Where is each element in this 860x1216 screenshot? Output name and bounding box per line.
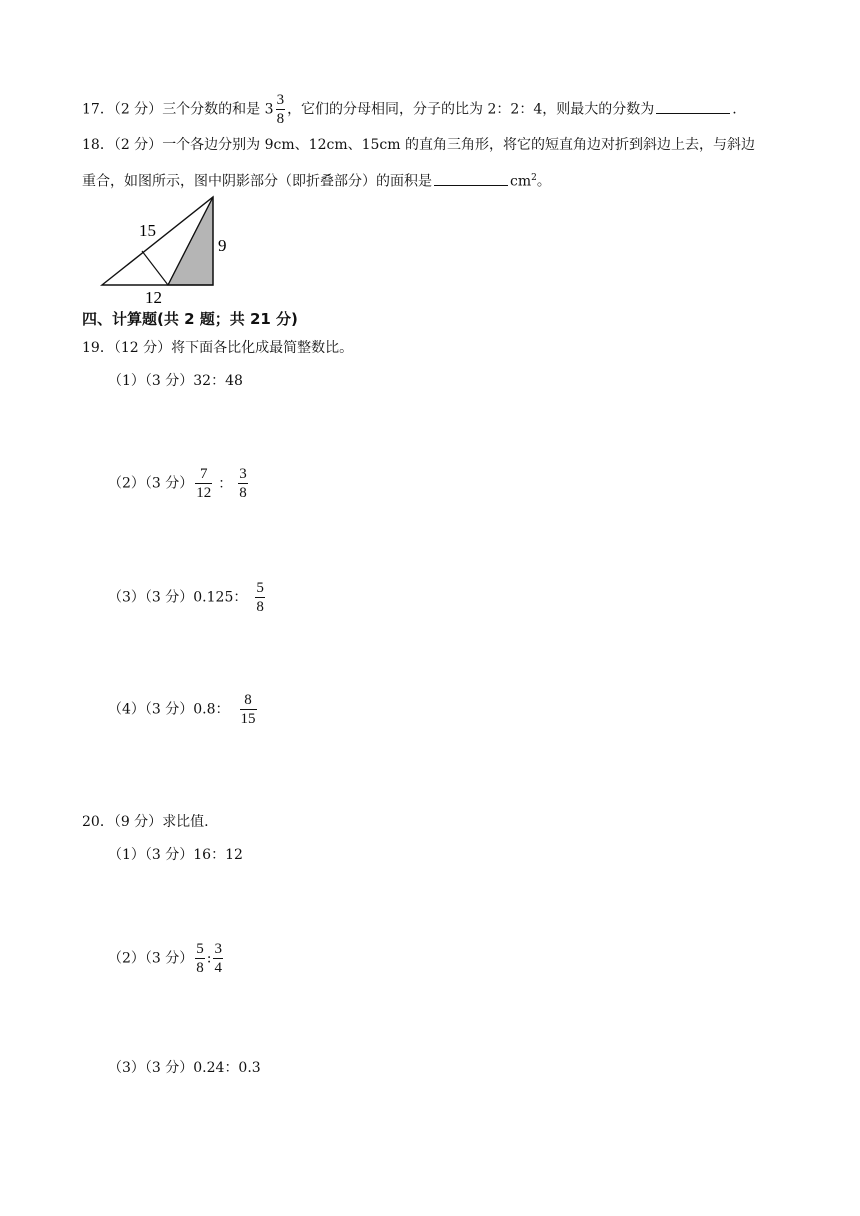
fraction-denominator: 12 (196, 485, 212, 501)
question-19-score: （12 分） (113, 340, 172, 356)
label-long-leg: 12 (145, 288, 162, 307)
fraction (255, 580, 265, 615)
fraction (240, 692, 257, 727)
ratio-expression: 16：12 (193, 847, 243, 863)
fraction-b (213, 941, 223, 976)
q19-part-3 (108, 580, 267, 615)
label-hypotenuse: 15 (139, 221, 156, 240)
part-label: （1）（3 分） (108, 373, 194, 389)
fraction-denominator: 15 (240, 711, 256, 727)
answer-blank-17[interactable] (656, 99, 730, 114)
question-18-line-1 (82, 135, 755, 155)
area-unit: cm (510, 173, 532, 190)
fraction-a (195, 941, 205, 976)
question-17-text-a: 三个分数的和是 (162, 101, 265, 118)
ratio-expression: 0.24：0.3 (193, 1060, 261, 1076)
q20-part-2 (108, 941, 225, 976)
section-heading-4: 四、计算题(共 2 题；共 21 分) (82, 310, 298, 328)
question-17 (82, 92, 737, 127)
question-19 (82, 338, 353, 358)
question-20-text: 求比值. (162, 814, 209, 830)
question-18-score: （2 分） (113, 137, 163, 153)
part-label: （3）（3 分） (108, 1060, 194, 1076)
mixed-number-whole: 3 (264, 101, 274, 118)
fraction-denominator: 8 (276, 111, 285, 127)
fraction-numerator: 8 (244, 692, 252, 708)
question-19-number: 19． (82, 340, 114, 356)
fraction-b (238, 466, 248, 501)
q19-part-4 (108, 692, 259, 727)
ratio-colon: : (206, 950, 212, 967)
area-unit-exponent: 2 (531, 173, 537, 183)
fraction-denominator: 8 (196, 960, 204, 976)
fraction-numerator: 3 (214, 941, 222, 957)
ratio-expression: 32：48 (193, 373, 243, 389)
question-17-text-b: ，它们的分母相同，分子的比为 2：2：4，则最大的分数为 (287, 101, 655, 118)
ratio-prefix: 0.8： (193, 701, 230, 718)
question-18-text-2: 重合，如图所示，图中阴影部分（即折叠部分）的面积是 (82, 173, 432, 190)
folded-triangle-figure (96, 190, 236, 310)
question-20-score: （9 分） (113, 814, 163, 830)
part-label: （2）（3 分） (108, 475, 194, 492)
question-18-line-2 (82, 168, 551, 192)
q20-part-1 (108, 845, 243, 865)
question-17-number: 17． (82, 101, 114, 118)
fraction-numerator: 7 (200, 466, 208, 482)
answer-blank-18[interactable] (434, 171, 508, 186)
mixed-number-fraction (276, 92, 286, 127)
ratio-colon: ： (218, 475, 233, 492)
label-short-leg: 9 (218, 236, 227, 255)
fraction-denominator: 4 (214, 960, 222, 976)
part-label: （3）（3 分） (108, 589, 194, 606)
q19-part-1 (108, 371, 243, 391)
question-18-text-1: 一个各边分别为 9cm、12cm、15cm 的直角三角形，将它的短直角边对折到斜边上去，与斜边 (162, 137, 755, 153)
question-17-end: . (732, 101, 737, 118)
fraction-denominator: 8 (256, 599, 264, 615)
fraction-denominator: 8 (239, 485, 247, 501)
fraction-a (195, 466, 212, 501)
question-20-number: 20． (82, 814, 114, 830)
q20-part-3 (108, 1058, 261, 1078)
fraction-numerator: 5 (196, 941, 204, 957)
part-label: （4）（3 分） (108, 701, 194, 718)
question-20 (82, 812, 209, 832)
question-18-number: 18． (82, 137, 114, 153)
part-label: （1）（3 分） (108, 847, 194, 863)
question-19-text: 将下面各比化成最简整数比。 (171, 340, 354, 356)
part-label: （2）（3 分） (108, 950, 194, 967)
fraction-numerator: 5 (256, 580, 264, 596)
ratio-prefix: 0.125： (193, 589, 248, 606)
q19-part-2 (108, 466, 250, 501)
fraction-numerator: 3 (276, 92, 285, 108)
question-17-score: （2 分） (113, 101, 163, 118)
question-18-end: 。 (536, 173, 551, 190)
perpendicular-segment (142, 251, 168, 285)
fraction-numerator: 3 (239, 466, 247, 482)
